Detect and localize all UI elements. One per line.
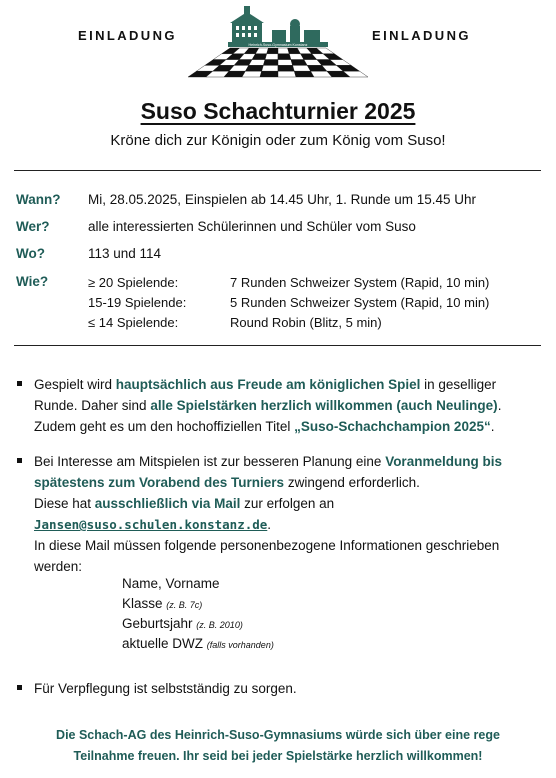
board-square xyxy=(278,60,293,66)
board-square xyxy=(278,65,294,71)
paragraph-registration: Bei Interesse am Mitspielen ist zur besseren Planung eine Voranmeldung bis spätestens zum Vorabend des Turniers zwingend erforderlich. Diese hat ausschließlich via Mail zur erfolgen an Jansen@suso.schulen.konstanz.de. In diese Mail müssen folgende personenbezogene Informationen geschrieben werden: xyxy=(34,454,502,574)
bullet-icon xyxy=(17,458,22,463)
board-square xyxy=(278,48,289,54)
invitation-label-right: EINLADUNG xyxy=(372,28,471,43)
label-wann: Wann? xyxy=(16,192,61,207)
required-field: Geburtsjahr (z. B. 2010) xyxy=(122,616,243,631)
divider-top xyxy=(14,170,541,171)
board-square xyxy=(278,54,291,60)
required-field: Klasse (z. B. 7c) xyxy=(122,596,203,611)
wie-mode: 5 Runden Schweizer System (Rapid, 10 min) xyxy=(230,295,490,310)
value-wann: Mi, 28.05.2025, Einspielen ab 14.45 Uhr, 1. Runde um 15.45 Uhr xyxy=(88,192,476,207)
board-square xyxy=(260,71,278,77)
required-field: aktuelle DWZ (falls vorhanden) xyxy=(122,636,274,651)
board-square xyxy=(262,65,278,71)
paragraph-catering: Für Verpflegung ist selbstständig zu sorgen. xyxy=(34,681,297,696)
divider-bottom xyxy=(14,345,541,346)
board-square xyxy=(278,71,296,77)
wie-players: 15-19 Spielende: xyxy=(88,295,187,310)
required-field: Name, Vorname xyxy=(122,576,220,591)
paragraph-purpose: Gespielt wird hauptsächlich aus Freude am königlichen Spiel in geselliger Runde. Daher sind alle Spielstärken herzlich willkommen (auch Neulinge). Zudem geht es um den hochoffiziellen Titel „Suso-Schachchampion 2025“. xyxy=(34,377,502,434)
board-square xyxy=(263,60,278,66)
invitation-label-left: EINLADUNG xyxy=(78,28,177,43)
email-link[interactable]: Jansen@suso.schulen.konstanz.de xyxy=(34,517,268,532)
page-subtitle: Kröne dich zur Königin oder zum König vom Suso! xyxy=(110,132,446,149)
label-wer: Wer? xyxy=(16,219,50,234)
logo-caption: Heinrich-Suso-Gymnasium Konstanz xyxy=(248,43,308,47)
wie-players: ≥ 20 Spielende: xyxy=(88,275,179,290)
wie-mode: 7 Runden Schweizer System (Rapid, 10 min) xyxy=(230,275,490,290)
label-wie: Wie? xyxy=(16,274,49,289)
board-square xyxy=(242,71,262,77)
label-wo: Wo? xyxy=(16,246,45,261)
board-square xyxy=(265,54,278,60)
board-square xyxy=(245,65,263,71)
footer-line-1: Die Schach-AG des Heinrich-Suso-Gymnasiums würde sich über eine rege xyxy=(56,728,500,742)
wie-mode: Round Robin (Blitz, 5 min) xyxy=(230,315,382,330)
page-title: Suso Schachturnier 2025 xyxy=(140,98,416,124)
value-wer: alle interessierten Schülerinnen und Schüler vom Suso xyxy=(88,219,416,234)
footer-line-2: Teilnahme freuen. Ihr seid bei jeder Spielstärke herzlich willkommen! xyxy=(73,749,483,763)
school-chessboard-logo xyxy=(186,6,370,78)
value-wo: 113 und 114 xyxy=(88,246,162,261)
wie-players: ≤ 14 Spielende: xyxy=(88,315,179,330)
bullet-icon xyxy=(17,381,22,386)
bullet-icon xyxy=(17,685,22,690)
board-square xyxy=(267,48,278,54)
